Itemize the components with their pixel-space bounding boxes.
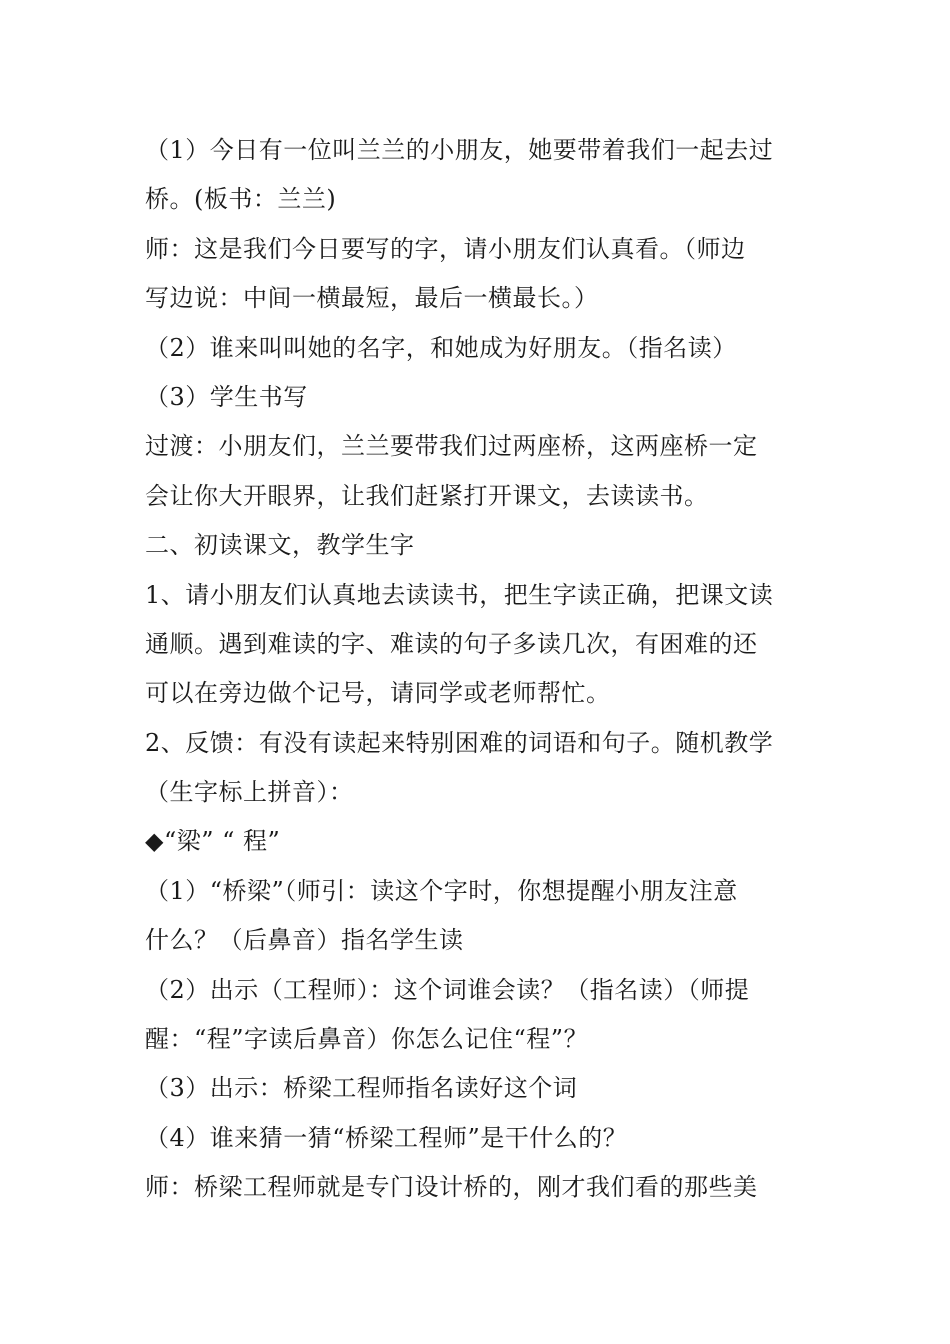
text-line: 什么？（后鼻音）指名学生读: [145, 926, 464, 955]
text-line: 师：桥梁工程师就是专门设计桥的，刚才我们看的那些美: [145, 1173, 758, 1202]
text-line: 师：这是我们今日要写的字，请小朋友们认真看。（师边: [145, 234, 746, 263]
bullet-line: ◆“梁” “ 程”: [145, 827, 281, 856]
text-line: 过渡：小朋友们，兰兰要带我们过两座桥，这两座桥一定: [145, 432, 758, 461]
text-line: （3）出示：桥梁工程师指名读好这个词: [145, 1074, 578, 1103]
text-line: （1）今日有一位叫兰兰的小朋友，她要带着我们一起去过: [145, 136, 774, 164]
text-line: （生字标上拼音）：: [145, 778, 354, 807]
text-line: 1、请小朋友们认真地去读读书，把生字读正确，把课文读: [145, 580, 774, 609]
document-body: [145, 126, 810, 1213]
text-line: （3）学生书写: [145, 382, 308, 411]
text-line: （2）出示（工程师）：这个词谁会读？（指名读）（师提: [145, 975, 750, 1004]
text-line: （2）谁来叫叫她的名字，和她成为好朋友。（指名读）: [145, 333, 737, 362]
section-heading: 二、初读课文，教学生字: [145, 531, 415, 560]
text-line: 醒：“程”字读后鼻音）你怎么记住“程”？: [145, 1025, 589, 1054]
text-line: （4）谁来猜一猜“桥梁工程师”是干什么的？: [145, 1123, 628, 1152]
text-line: 通顺。遇到难读的字、难读的句子多读几次，有困难的还: [145, 629, 758, 658]
text-line: 会让你大开眼界，让我们赶紧打开课文，去读读书。: [145, 481, 709, 510]
text-line: 桥。(板书：兰兰): [145, 185, 337, 214]
text-line: 可以在旁边做个记号，请同学或老师帮忙。: [145, 679, 611, 708]
text-line: （1）“桥梁”（师引：读这个字时，你想提醒小朋友注意: [145, 876, 738, 905]
text-line: 2、反馈：有没有读起来特别困难的词语和句子。随机教学: [145, 728, 774, 757]
text-line: 写边说：中间一横最短，最后一横最长。）: [145, 284, 599, 313]
